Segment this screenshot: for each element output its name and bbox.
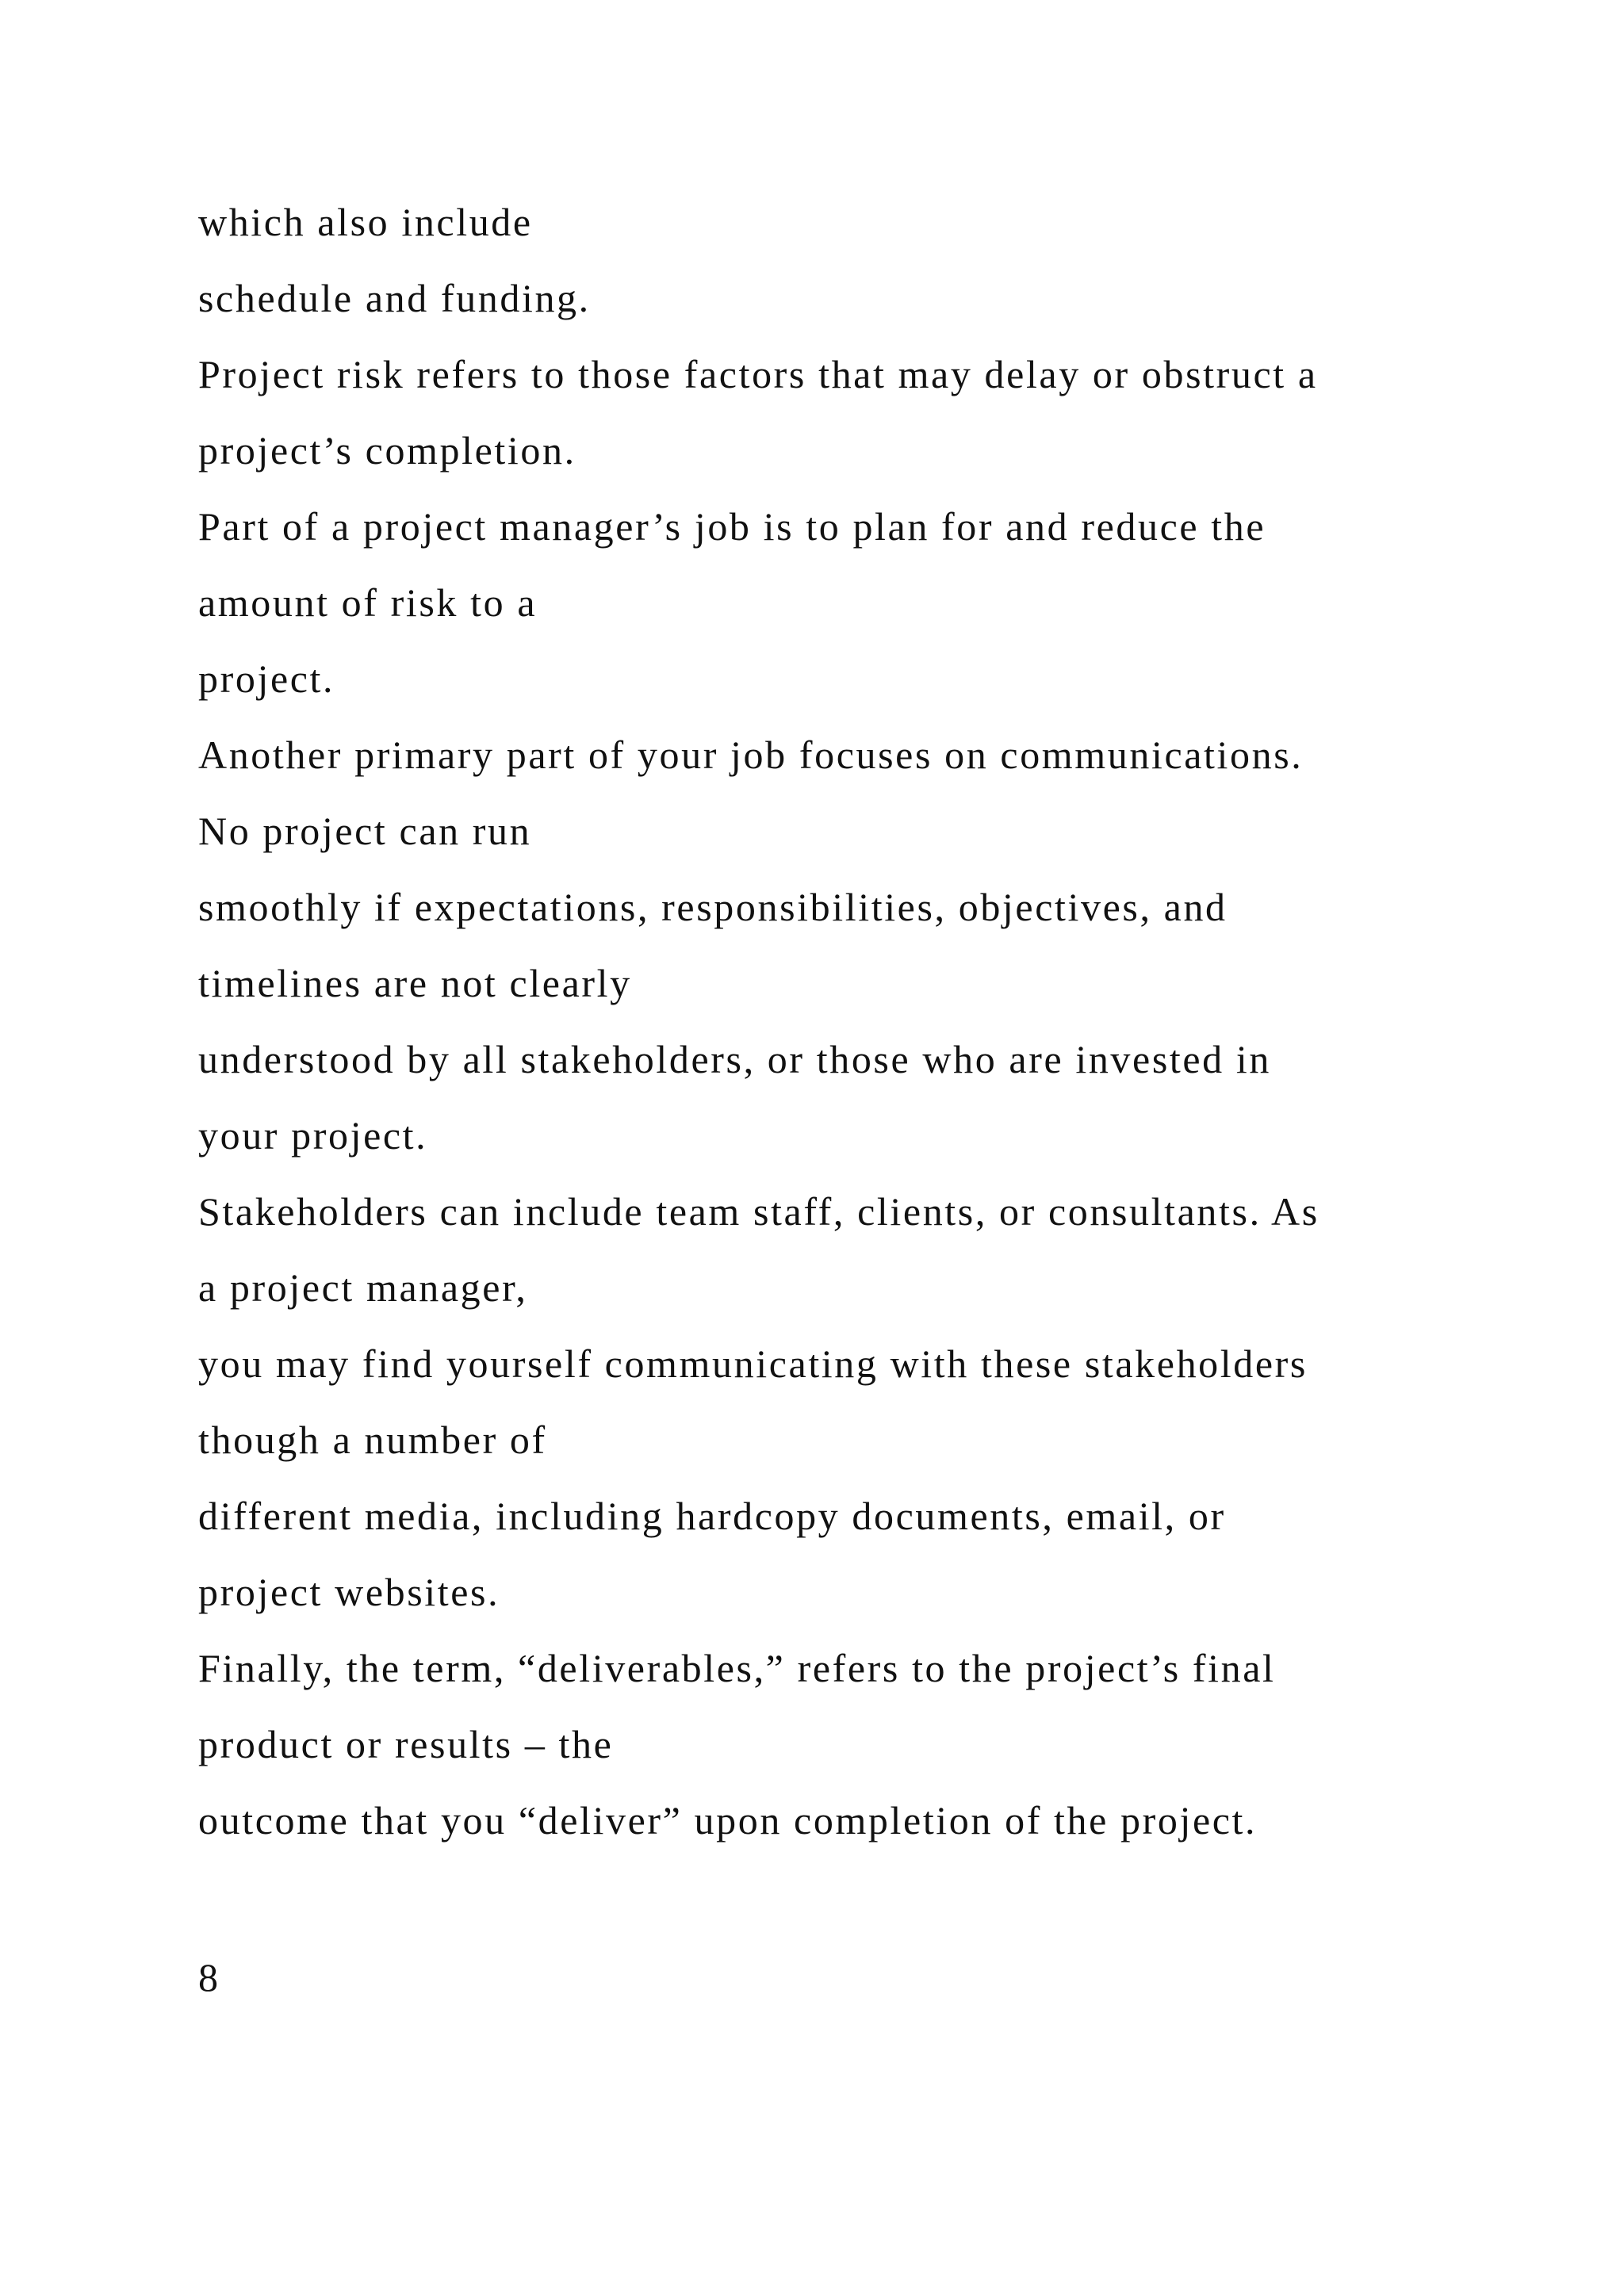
text-line: amount of risk to a — [198, 580, 538, 625]
text-line: a project manager, — [198, 1265, 528, 1310]
text-line: project websites. — [198, 1570, 500, 1614]
text-line: Another primary part of your job focuses on communications. — [198, 733, 1304, 777]
text-line: your project. — [198, 1113, 428, 1158]
text-line: Project risk refers to those factors that may delay or obstruct a — [198, 352, 1318, 396]
text-line: Stakeholders can include team staff, clients, or consultants. As — [198, 1189, 1320, 1234]
text-line: No project can run — [198, 809, 532, 853]
text-line: timelines are not clearly — [198, 961, 632, 1005]
text-line: smoothly if expectations, responsibilities, objectives, and — [198, 885, 1228, 929]
text-line: product or results – the — [198, 1722, 614, 1766]
text-line: different media, including hardcopy documents, email, or — [198, 1494, 1226, 1538]
text-line: Part of a project manager’s job is to plan for and reduce the — [198, 504, 1266, 549]
body-text — [198, 184, 1467, 1858]
text-line: project’s completion. — [198, 428, 576, 473]
page-number: 8 — [198, 1955, 218, 1999]
text-line: schedule and funding. — [198, 276, 591, 320]
text-line: you may find yourself communicating with these stakeholders — [198, 1341, 1308, 1386]
text-line: though a number of — [198, 1418, 547, 1462]
text-line: outcome that you “deliver” upon completion of the project. — [198, 1798, 1258, 1843]
text-line: project. — [198, 656, 335, 701]
text-line: which also include — [198, 200, 533, 244]
text-line: understood by all stakeholders, or those who are invested in — [198, 1037, 1271, 1081]
text-line: Finally, the term, “deliverables,” refers to the project’s final — [198, 1646, 1276, 1690]
